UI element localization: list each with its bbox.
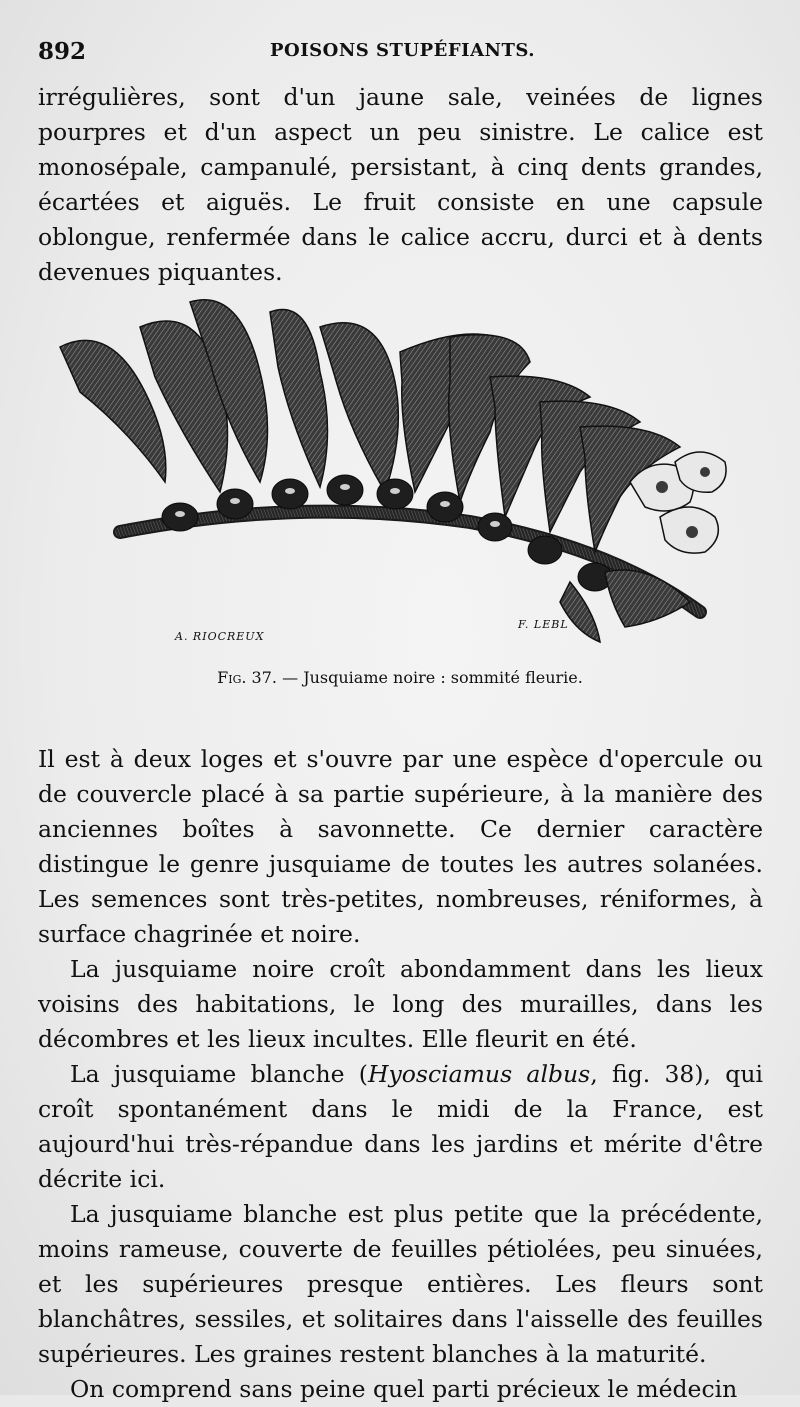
henbane-engraving (50, 282, 750, 652)
henbane-illustration (50, 282, 750, 652)
figure-label: Fig. 37. (217, 668, 278, 687)
paragraph-white-henbane-start: La jusquiame blanche ( (70, 1060, 368, 1088)
paragraph-white-henbane-end: , fig. 38), qui croît spontanément dans le midi de la France, est aujourd'hui très-répandue dans les jardins et mérite d'être décrite ici. (38, 1060, 763, 1193)
figure-caption (0, 668, 800, 687)
figure-caption-text: — Jusquiame noire : sommité fleurie. (282, 668, 583, 687)
top-text-block (38, 80, 763, 290)
page-number: 892 (38, 38, 87, 65)
main-text-block (38, 742, 763, 1407)
species-name: Hyosciamus albus (367, 1060, 591, 1088)
paragraph-habitat: La jusquiame noire croît abondamment dans les lieux voisins des habitations, le long des murailles, dans les décombres et les lieux incultes. Elle fleurit en été. (38, 955, 763, 1053)
paragraph-white-henbane (38, 1057, 763, 1197)
paragraph-white-description: La jusquiame blanche est plus petite que la précédente, moins rameuse, couverte de feuilles pétiolées, peu sinuées, et les supérieures presque entières. Les fleurs sont blanchâtres, sessiles, et solitaires dans l'aisselle des feuilles supérieures. Les graines restent blanches à la maturité. (38, 1200, 763, 1368)
paragraph-physician: On comprend sans peine quel parti précieux le médecin (70, 1375, 738, 1403)
illustrator-signature: A. RIOCREUX (175, 630, 265, 643)
top-paragraph: irrégulières, sont d'un jaune sale, veinées de lignes pourpres et d'un aspect un peu sinistre. Le calice est monosépale, campanulé, persistant, à cinq dents grandes, écartées et aiguës. Le fruit consiste en une capsule oblongue, renfermée dans le calice accru, durci et à dents devenues piquantes. (38, 83, 763, 286)
running-head: POISONS STUPÉFIANTS. (270, 40, 536, 61)
page-header (38, 38, 760, 72)
engraver-signature: F. LEBL (518, 618, 569, 631)
paragraph-capsule: Il est à deux loges et s'ouvre par une espèce d'opercule ou de couvercle placé à sa partie supérieure, à la manière des anciennes boîtes à savonnette. Ce dernier caractère distingue le genre jusquiame de toutes les autres solanées. Les semences sont très-petites, nombreuses, réniformes, à surface chagrinée et noire. (38, 745, 763, 948)
